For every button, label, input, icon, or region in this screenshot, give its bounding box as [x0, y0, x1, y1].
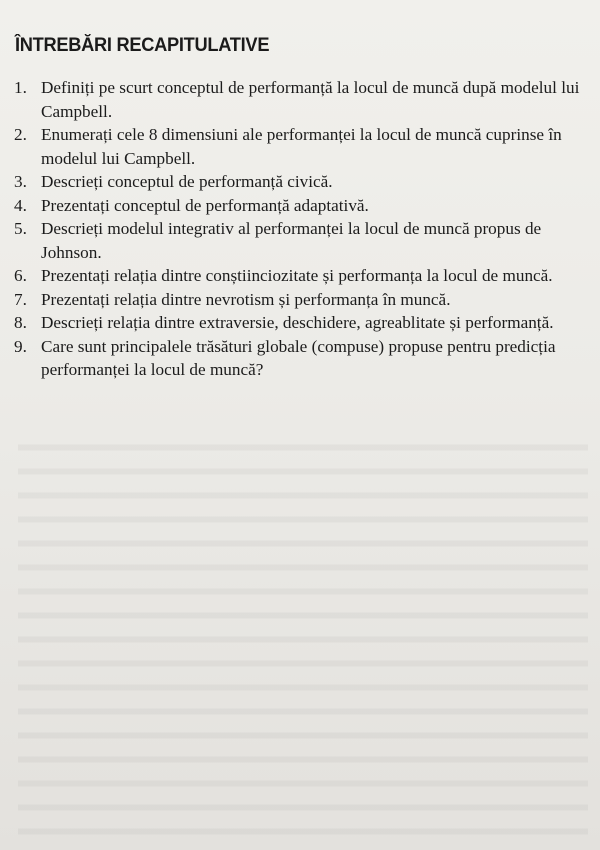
list-item — [14, 288, 584, 312]
item-text: Prezentați relația dintre conștiinciozitate și performanța la locul de muncă. — [41, 266, 553, 285]
review-questions-list — [14, 76, 584, 382]
item-text: Care sunt principalele trăsături globale (compuse) propuse pentru predicția performanței la locul de muncă? — [41, 336, 556, 379]
list-item — [14, 170, 584, 194]
item-number: 8. — [14, 313, 27, 332]
list-item — [14, 335, 584, 382]
section-heading: ÎNTREBĂRI RECAPITULATIVE — [15, 35, 270, 56]
item-number: 2. — [14, 125, 27, 144]
item-text: Prezentați relația dintre nevrotism și performanța în muncă. — [41, 289, 451, 309]
item-number: 5. — [14, 219, 27, 238]
list-item — [14, 217, 584, 264]
item-number: 6. — [14, 266, 27, 285]
item-number: 1. — [14, 78, 27, 97]
show-through-text — [18, 430, 588, 850]
item-number: 7. — [14, 289, 27, 309]
item-number: 4. — [14, 195, 27, 215]
item-text: Descrieți conceptul de performanță civică. — [41, 172, 333, 191]
list-item — [14, 123, 584, 170]
item-text: Definiți pe scurt conceptul de performanță la locul de muncă după modelul lui Campbell. — [41, 78, 580, 121]
list-item — [14, 311, 584, 335]
item-number: 9. — [14, 336, 27, 356]
item-text: Descrieți modelul integrativ al performanței la locul de muncă propus de Johnson. — [41, 219, 542, 262]
item-text: Descrieți relația dintre extraversie, deschidere, agreablitate și performanță. — [41, 313, 554, 332]
list-item — [14, 76, 584, 123]
item-number: 3. — [14, 172, 27, 191]
list-item — [14, 264, 584, 288]
item-text: Enumerați cele 8 dimensiuni ale performanței la locul de muncă cuprinse în modelul lui Campbell. — [41, 125, 562, 168]
item-text: Prezentați conceptul de performanță adaptativă. — [41, 195, 369, 215]
list-item — [14, 194, 584, 218]
